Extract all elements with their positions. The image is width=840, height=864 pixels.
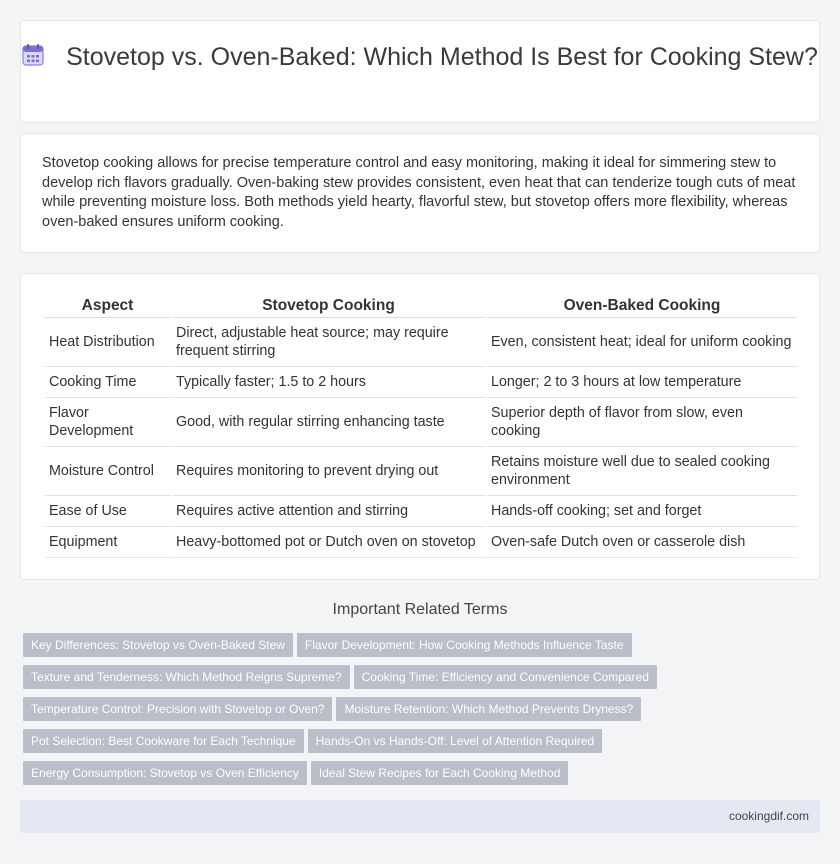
related-term-tag[interactable]: Cooking Time: Efficiency and Convenience Compared: [354, 665, 657, 689]
table-cell: Typically faster; 1.5 to 2 hours: [172, 367, 485, 398]
table-row: [45, 318, 797, 367]
table-cell: Retains moisture well due to sealed cooking environment: [487, 447, 797, 496]
table-cell: Cooking Time: [45, 367, 170, 398]
table-cell: Equipment: [45, 527, 170, 558]
footer: [20, 800, 820, 833]
page-title: Stovetop vs. Oven-Baked: Which Method Is Best for Cooking Stew?: [66, 43, 818, 71]
table-cell: Superior depth of flavor from slow, even cooking: [487, 398, 797, 447]
related-term-tag[interactable]: Ideal Stew Recipes for Each Cooking Method: [311, 761, 568, 785]
table-header: Stovetop Cooking: [172, 296, 485, 318]
table-cell: Ease of Use: [45, 496, 170, 527]
table-cell: Hands-off cooking; set and forget: [487, 496, 797, 527]
related-term-tag[interactable]: Texture and Tenderness: Which Method Reigns Supreme?: [23, 665, 350, 689]
table-row: [45, 447, 797, 496]
table-cell: Heat Distribution: [45, 318, 170, 367]
table-cell: Good, with regular stirring enhancing taste: [172, 398, 485, 447]
related-term-tag[interactable]: Flavor Development: How Cooking Methods Influence Taste: [297, 633, 632, 657]
calendar-icon: [22, 43, 44, 67]
table-cell: Direct, adjustable heat source; may require frequent stirring: [172, 318, 485, 367]
related-term-tag[interactable]: Pot Selection: Best Cookware for Each Technique: [23, 729, 304, 753]
related-term-tag[interactable]: Hands-On vs Hands-Off: Level of Attention Required: [308, 729, 603, 753]
related-term-tag[interactable]: Temperature Control: Precision with Stovetop or Oven?: [23, 697, 332, 721]
table-row: [45, 398, 797, 447]
table-cell: Heavy-bottomed pot or Dutch oven on stovetop: [172, 527, 485, 558]
table-cell: Requires monitoring to prevent drying out: [172, 447, 485, 496]
table-row: [45, 496, 797, 527]
comparison-table-card: [20, 273, 820, 580]
table-header: Aspect: [45, 296, 170, 318]
table-cell: Moisture Control: [45, 447, 170, 496]
table-cell: Even, consistent heat; ideal for uniform cooking: [487, 318, 797, 367]
footer-site[interactable]: cookingdif.com: [728, 809, 809, 823]
table-row: [45, 527, 797, 558]
page-title-wrap: [21, 43, 819, 72]
related-term-tag[interactable]: Key Differences: Stovetop vs Oven-Baked Stew: [23, 633, 293, 657]
related-term-tag[interactable]: Energy Consumption: Stovetop vs Oven Efficiency: [23, 761, 307, 785]
table-cell: Longer; 2 to 3 hours at low temperature: [487, 367, 797, 398]
table-cell: Flavor Development: [45, 398, 170, 447]
table-cell: Requires active attention and stirring: [172, 496, 485, 527]
table-row: [45, 367, 797, 398]
comparison-table: [43, 296, 799, 558]
header-card: [20, 20, 820, 123]
table-cell: Oven-safe Dutch oven or casserole dish: [487, 527, 797, 558]
related-terms-list: [23, 633, 823, 793]
intro-text: Stovetop cooking allows for precise temperature control and easy monitoring, making it ideal for simmering stew to develop rich flavors gradually. Oven-baking stew provides consistent, even heat that can tenderize tough cuts of meat while preventing moisture loss. Both methods yield hearty, flavorful stew, but stovetop offers more flexibility, whereas oven-baked ensures uniform cooking.: [42, 155, 796, 230]
intro-card: [20, 133, 820, 253]
related-terms-title: Important Related Terms: [332, 601, 508, 618]
related-term-tag[interactable]: Moisture Retention: Which Method Prevents Dryness?: [336, 697, 641, 721]
table-header: Oven-Baked Cooking: [487, 296, 797, 318]
